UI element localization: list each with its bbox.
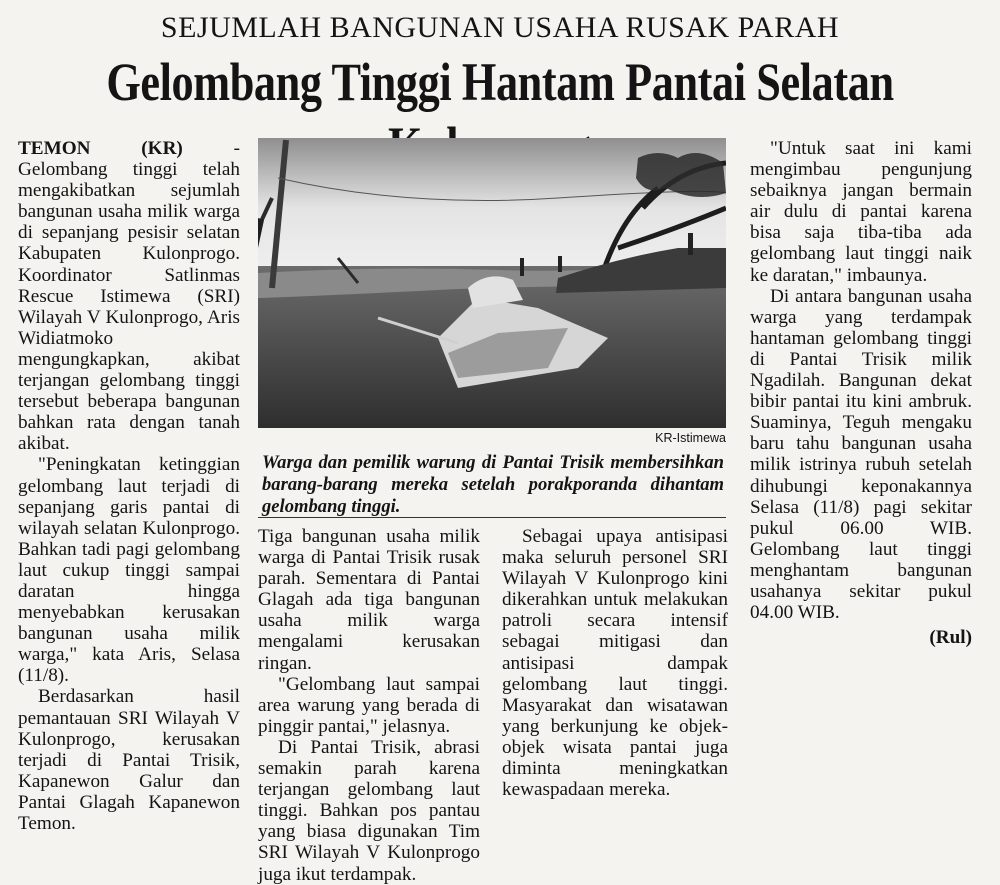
text-column-1 [18, 138, 240, 834]
article-kicker: SEJUMLAH BANGUNAN USAHA RUSAK PARAH [160, 11, 840, 44]
paragraph: Berdasarkan hasil pemantauan SRI Wilayah V Kulonprogo, kerusakan terjadi di Pantai Trisik, Kapanewon Galur dan Pantai Glagah Kapanewon Temon. [18, 686, 240, 834]
paragraph: Sebagai upaya antisipasi maka seluruh personel SRI Wilayah V Kulonprogo kini dikerahkan untuk melakukan patroli secara intensif sebagai mitigasi dan antisipasi dampak gelombang laut tinggi. Masyarakat dan wisatawan yang berkunjung ke objek-objek wisata pantai juga diminta meningkatkan kewaspadaan mereka. [502, 526, 728, 801]
paragraph: "Gelombang laut sampai area warung yang berada di pinggir pantai," jelasnya. [258, 673, 480, 737]
photo-credit: KR-Istimewa [655, 431, 726, 445]
lead-text: - Gelombang tinggi telah mengakibatkan sejumlah bangunan usaha milik warga di sepanjang pesisir selatan Kabupaten Kulonprogo. Koordinator Satlinmas Rescue Istimewa (SRI) Wilayah V Kulonprogo, Aris Widiatmoko mengungkapkan, akibat terjangan gelombang tinggi tersebut beberapa bangunan bahkan rata dengan tanah akibat. [18, 138, 240, 455]
paragraph: "Untuk saat ini kami mengimbau pengunjung sebaiknya jangan bermain air dulu di pantai karena bisa saja tiba-tiba ada gelombang laut tinggi naik ke daratan," imbaunya. [750, 138, 972, 286]
paragraph-lead [18, 138, 240, 454]
author-signoff: (Rul) [929, 627, 972, 649]
text-column-2 [258, 526, 480, 885]
text-column-4 [750, 138, 972, 648]
paragraph: Di Pantai Trisik, abrasi semakin parah karena terjangan gelombang laut tinggi. Bahkan pos pantau yang biasa digunakan Tim SRI Wilayah V Kulonprogo juga ikut terdampak. [258, 736, 480, 885]
article-headline: Gelombang Tinggi Hantam Pantai Selatan [106, 52, 894, 112]
paragraph: Tiga bangunan usaha milik warga di Pantai Trisik rusak parah. Sementara di Pantai Glagah ada tiga bangunan usaha milik warga mengalami kerusakan ringan. [258, 526, 480, 674]
photo-caption: Warga dan pemilik warung di Pantai Trisik membersihkan barang-barang mereka setelah porakporanda dihantam gelombang tinggi. [262, 452, 724, 517]
text-column-3 [502, 526, 728, 800]
paragraph: "Peningkatan ketinggian gelombang laut terjadi di sepanjang garis pantai di wilayah selatan Kulonprogo. Bahkan tadi pagi gelombang laut cukup tinggi sampai daratan hingga menyebabkan kerusakan bangunan usaha milik warga," kata Aris, Selasa (11/8). [18, 454, 240, 687]
paragraph: Di antara bangunan usaha warga yang terdampak hantaman gelombang tinggi di Pantai Trisik milik Ngadilah. Bangunan dekat bibir pantai itu kini ambruk. Suaminya, Teguh mengaku baru tahu bangunan usaha milik istrinya rubuh setelah dihubungi keponakannya Selasa (11/8) pagi sekitar pukul 06.00 WIB. Gelombang laut tinggi menghantam bangunan usahanya sekitar pukul 04.00 WIB. [750, 285, 972, 624]
news-photo [258, 138, 726, 428]
caption-divider [258, 517, 726, 518]
dateline: TEMON (KR) [18, 138, 183, 159]
